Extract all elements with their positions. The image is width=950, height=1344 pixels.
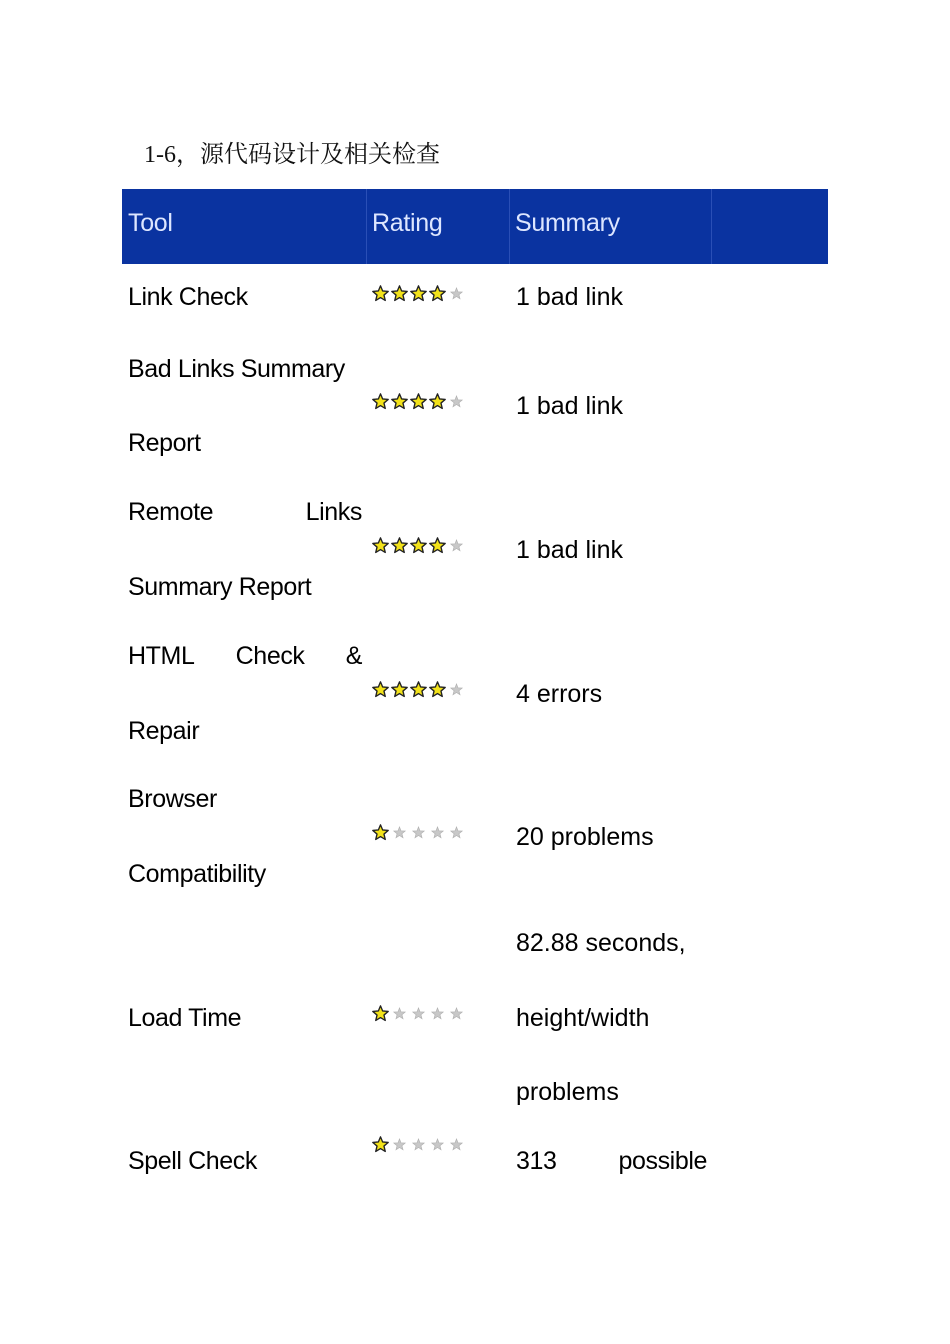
tool-name: Check <box>235 642 305 670</box>
tool-name: Browser <box>128 785 217 813</box>
star-filled-icon <box>429 285 446 302</box>
rating-stars <box>372 824 465 841</box>
tool-name: Links <box>305 498 362 526</box>
star-empty-icon <box>448 1136 465 1153</box>
column-header-summary: Summary <box>515 209 620 237</box>
tool-name: Remote <box>128 498 214 526</box>
summary-text: 20 problems <box>516 823 654 851</box>
star-filled-icon <box>410 285 427 302</box>
star-empty-icon <box>429 824 446 841</box>
star-empty-icon <box>391 1005 408 1022</box>
star-filled-icon <box>372 681 389 698</box>
star-filled-icon <box>429 681 446 698</box>
star-filled-icon <box>372 1136 389 1153</box>
star-filled-icon <box>372 537 389 554</box>
summary-text: height/width <box>516 1004 650 1032</box>
star-filled-icon <box>372 393 389 410</box>
star-empty-icon <box>429 1136 446 1153</box>
star-filled-icon <box>372 285 389 302</box>
tool-name: Compatibility <box>128 860 266 888</box>
rating-stars <box>372 1005 465 1022</box>
tool-name: Spell Check <box>128 1147 257 1175</box>
rating-stars <box>372 537 465 554</box>
summary-text: 82.88 seconds, <box>516 929 686 957</box>
tool-name: Load Time <box>128 1004 242 1032</box>
column-header-tool: Tool <box>128 209 173 237</box>
star-filled-icon <box>391 681 408 698</box>
tool-name: HTML <box>128 642 195 670</box>
star-filled-icon <box>391 285 408 302</box>
star-empty-icon <box>410 824 427 841</box>
star-filled-icon <box>391 537 408 554</box>
star-empty-icon <box>391 1136 408 1153</box>
tool-name: Report <box>128 429 201 457</box>
star-filled-icon <box>429 537 446 554</box>
star-filled-icon <box>410 393 427 410</box>
column-divider <box>509 189 510 264</box>
star-empty-icon <box>429 1005 446 1022</box>
star-empty-icon <box>391 824 408 841</box>
star-filled-icon <box>410 537 427 554</box>
summary-text: possible <box>618 1147 707 1175</box>
star-empty-icon <box>410 1005 427 1022</box>
tool-name: Link Check <box>128 283 248 311</box>
column-divider <box>711 189 712 264</box>
star-empty-icon <box>448 285 465 302</box>
summary-text: 1 bad link <box>516 392 624 420</box>
summary-text: 313 <box>516 1147 557 1175</box>
summary-text: 1 bad link <box>516 536 624 564</box>
summary-line <box>516 1147 707 1176</box>
section-heading: 1-6，源代码设计及相关检查 <box>144 142 440 168</box>
star-filled-icon <box>410 681 427 698</box>
star-empty-icon <box>410 1136 427 1153</box>
summary-text: problems <box>516 1078 619 1106</box>
tool-name-line <box>128 498 362 527</box>
star-filled-icon <box>391 393 408 410</box>
star-filled-icon <box>372 1005 389 1022</box>
star-empty-icon <box>448 824 465 841</box>
tool-name: Summary Report <box>128 573 312 601</box>
column-divider <box>366 189 367 264</box>
star-empty-icon <box>448 393 465 410</box>
rating-stars <box>372 285 465 302</box>
star-empty-icon <box>448 681 465 698</box>
summary-text: 4 errors <box>516 680 603 708</box>
rating-stars <box>372 681 465 698</box>
rating-stars <box>372 1136 465 1153</box>
star-empty-icon <box>448 537 465 554</box>
tool-name: & <box>345 642 362 670</box>
star-empty-icon <box>448 1005 465 1022</box>
tool-name-line <box>128 642 362 671</box>
star-filled-icon <box>372 824 389 841</box>
tool-name: Bad Links Summary <box>128 355 345 383</box>
tool-name: Repair <box>128 717 200 745</box>
column-header-rating: Rating <box>372 209 443 237</box>
table-header <box>122 189 828 264</box>
rating-stars <box>372 393 465 410</box>
summary-text: 1 bad link <box>516 283 624 311</box>
star-filled-icon <box>429 393 446 410</box>
